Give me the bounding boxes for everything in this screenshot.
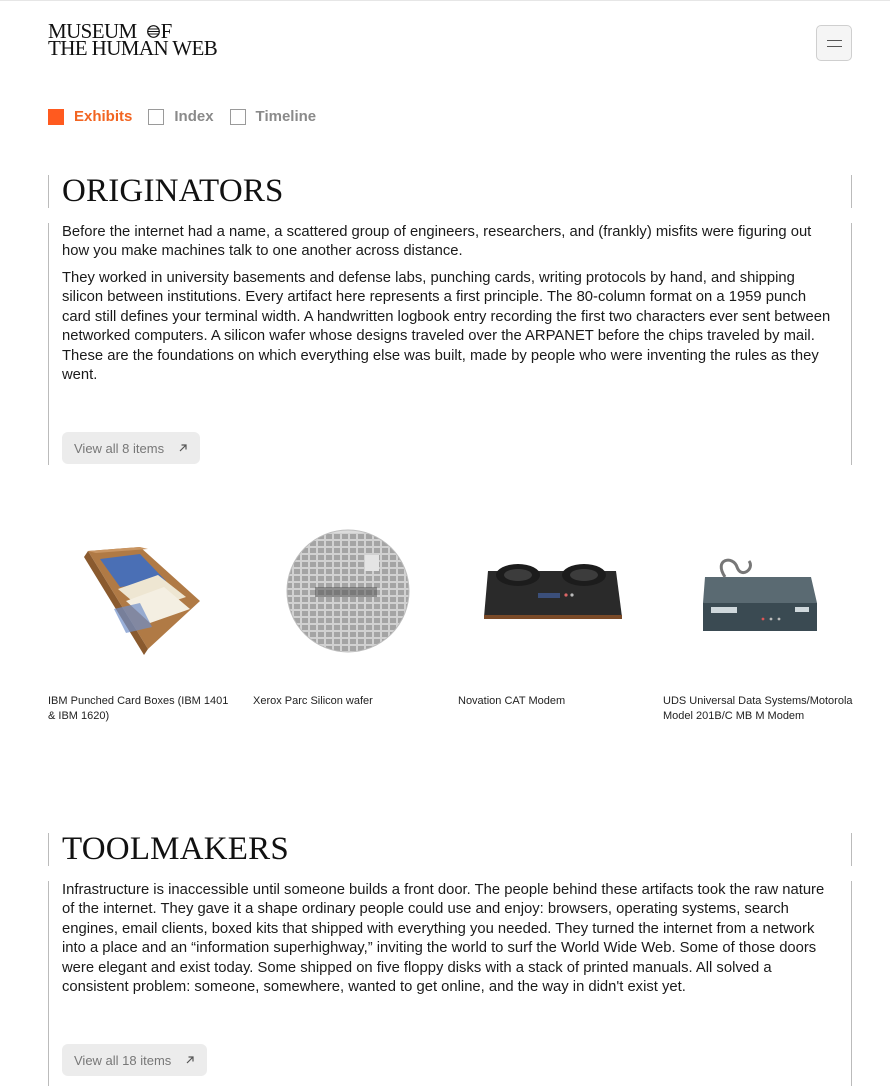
section-body-originators — [48, 223, 852, 465]
exhibit-card[interactable] — [663, 519, 853, 749]
punch-card-box-image — [48, 519, 238, 669]
arrow-up-right-icon — [178, 443, 188, 453]
view-all-label: View all 18 items — [74, 1052, 172, 1068]
silicon-wafer-image — [253, 519, 443, 669]
exhibit-caption: IBM Punched Card Boxes (IBM 1401 & IBM 1620) — [48, 695, 229, 722]
section-intro-paragraph: Before the internet had a name, a scattered group of engineers, researchers, and (frankly) misfits were figuring out how you make machines talk to one another across distance. — [62, 224, 812, 260]
tab-timeline[interactable] — [230, 108, 317, 125]
exhibit-grid — [48, 519, 852, 749]
tab-index[interactable] — [148, 108, 213, 125]
section-title: ORIGINATORS — [62, 173, 284, 209]
exhibit-card[interactable] — [48, 519, 238, 749]
section-header-toolmakers — [48, 833, 852, 866]
exhibit-caption: UDS Universal Data Systems/Motorola Model 201B/C MB M Modem — [663, 695, 853, 722]
view-all-button[interactable] — [62, 432, 200, 464]
section-header-originators — [48, 175, 852, 208]
view-all-label: View all 8 items — [74, 440, 165, 456]
menu-button[interactable] — [816, 25, 852, 61]
exhibit-caption: Xerox Parc Silicon wafer — [253, 695, 373, 707]
checkbox-icon — [148, 109, 164, 125]
exhibit-card[interactable] — [253, 519, 443, 749]
cat-modem-image — [458, 519, 648, 669]
hamburger-icon-line — [827, 40, 842, 41]
exhibit-caption: Novation CAT Modem — [458, 695, 566, 707]
section-intro-paragraph: Infrastructure is inaccessible until someone builds a front door. The people behind these artifacts took the raw nature of the internet. They gave it a shape ordinary people could use and enjoy: browsers, operating systems, search engines, email clients, boxed kits that shipped with everything you needed. They turned the internet from a network into a place and an “information superhighway,” inviting the world to surf the World Wide Web. Some of those doors were elegant and exist today. Some shipped on five floppy disks with a stack of printed manuals. All solved a consistent problem: someone, somewhere, wanted to get online, and the way in didn't exist yet. — [62, 882, 825, 996]
museum-logo[interactable] — [48, 19, 218, 60]
tab-label: Index — [174, 108, 214, 125]
tab-exhibits[interactable] — [48, 108, 132, 125]
site-header — [48, 19, 852, 63]
checkbox-icon — [48, 109, 64, 125]
tab-label: Exhibits — [74, 108, 133, 125]
view-all-button[interactable] — [62, 1044, 207, 1076]
uds-modem-image — [663, 519, 853, 669]
arrow-up-right-icon — [185, 1055, 195, 1065]
section-body-toolmakers — [48, 881, 852, 1086]
section-title: TOOLMAKERS — [62, 831, 289, 867]
section-detail-paragraph: They worked in university basements and defense labs, punching cards, writing protocols by hand, and shipping silicon between institutions. Every artifact here represents a first principle. The 80-column format on a 1959 punch card still defines your terminal width. A handwritten logbook entry recording the first two characters ever sent between networked computers. A silicon wafer whose designs traveled over the ARPANET before the chips traveled by mail. These are the foundations on which everything else was built, made by people who were inventing the rules as they went. — [62, 270, 831, 384]
hamburger-icon-line — [827, 46, 842, 47]
logo-line-human-web: THE HUMAN WEB — [48, 36, 218, 60]
view-tabs — [48, 108, 316, 125]
logo-of-mark: F — [147, 23, 172, 40]
logo-line-museum: MUSEUM F — [48, 19, 172, 43]
exhibit-card[interactable] — [458, 519, 648, 749]
checkbox-icon — [230, 109, 246, 125]
tab-label: Timeline — [255, 108, 317, 125]
